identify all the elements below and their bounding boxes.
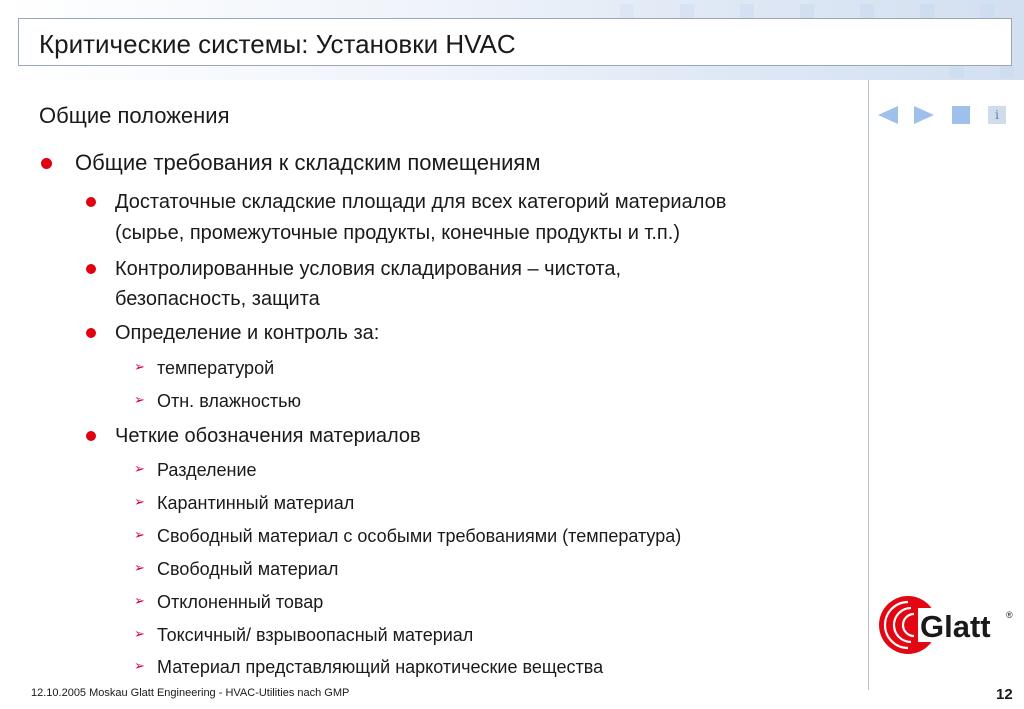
sub-bullet-text: температурой: [157, 358, 275, 378]
arrow-bullet-icon: ➢: [134, 359, 145, 374]
bullet-dot-icon: [41, 158, 52, 169]
registered-mark: ®: [1006, 610, 1013, 620]
decor-square: [800, 4, 814, 18]
bullet-text-line1: Контролированные условия складирования – чистота,: [115, 258, 622, 280]
arrow-bullet-icon: ➢: [134, 593, 145, 608]
sub-bullet-text: Материал представляющий наркотические вещества: [157, 657, 604, 677]
page-number: 12: [996, 686, 1013, 703]
decor-square: [950, 66, 964, 78]
arrow-bullet-icon: ➢: [134, 560, 145, 575]
bullet-text-line2: безопасность, защита: [115, 288, 320, 310]
arrow-bullet-icon: ➢: [134, 527, 145, 542]
bullet-dot-icon: [86, 431, 96, 441]
next-slide-icon[interactable]: [914, 106, 934, 124]
info-icon[interactable]: i: [988, 106, 1006, 124]
footer-info: 12.10.2005 Moskau Glatt Engineering - HVAC-Utilities nach GMP: [31, 687, 350, 699]
bullet-dot-icon: [86, 328, 96, 338]
decor-square: [860, 4, 874, 18]
bullet-dot-icon: [86, 264, 96, 274]
title-box: [18, 18, 1012, 66]
sub-bullet-text: Токсичный/ взрывоопасный материал: [157, 625, 474, 645]
arrow-bullet-icon: ➢: [134, 626, 145, 641]
divider-line: [868, 80, 869, 690]
bullet-text-line1: Четкие обозначения материалов: [115, 425, 421, 447]
sub-bullet-text: Разделение: [157, 460, 257, 480]
decor-square: [680, 4, 694, 18]
decor-square: [980, 4, 994, 18]
decor-square: [740, 4, 754, 18]
bullet-text-line1: Достаточные складские площади для всех категорий материалов: [115, 191, 727, 213]
sub-bullet-text: Отклоненный товар: [157, 592, 324, 612]
sub-bullet-text: Карантинный материал: [157, 493, 355, 513]
decor-square: [620, 4, 634, 18]
sub-bullet-text: Свободный материал: [157, 559, 339, 579]
slide-title: Критические системы: Установки HVAC: [39, 29, 516, 59]
previous-slide-icon[interactable]: [878, 106, 898, 124]
bullet-text-line2: (сырье, промежуточные продукты, конечные продукты и т.п.): [115, 222, 680, 244]
decor-square: [1000, 66, 1014, 78]
logo-text: Glatt: [920, 609, 991, 644]
section-heading: Общие положения: [39, 103, 230, 128]
decor-square: [920, 4, 934, 18]
arrow-bullet-icon: ➢: [134, 392, 145, 407]
sub-bullet-text: Свободный материал с особыми требованиями (температура): [157, 526, 682, 546]
bullet-dot-icon: [86, 197, 96, 207]
bullet-text-line1: Определение и контроль за:: [115, 322, 380, 344]
glatt-logo: [878, 594, 1018, 656]
bullet-text: Общие требования к складским помещениям: [75, 150, 541, 175]
arrow-bullet-icon: ➢: [134, 658, 145, 673]
sub-bullet-text: Отн. влажностью: [157, 391, 301, 411]
arrow-bullet-icon: ➢: [134, 461, 145, 476]
stop-icon[interactable]: [952, 106, 970, 124]
arrow-bullet-icon: ➢: [134, 494, 145, 509]
